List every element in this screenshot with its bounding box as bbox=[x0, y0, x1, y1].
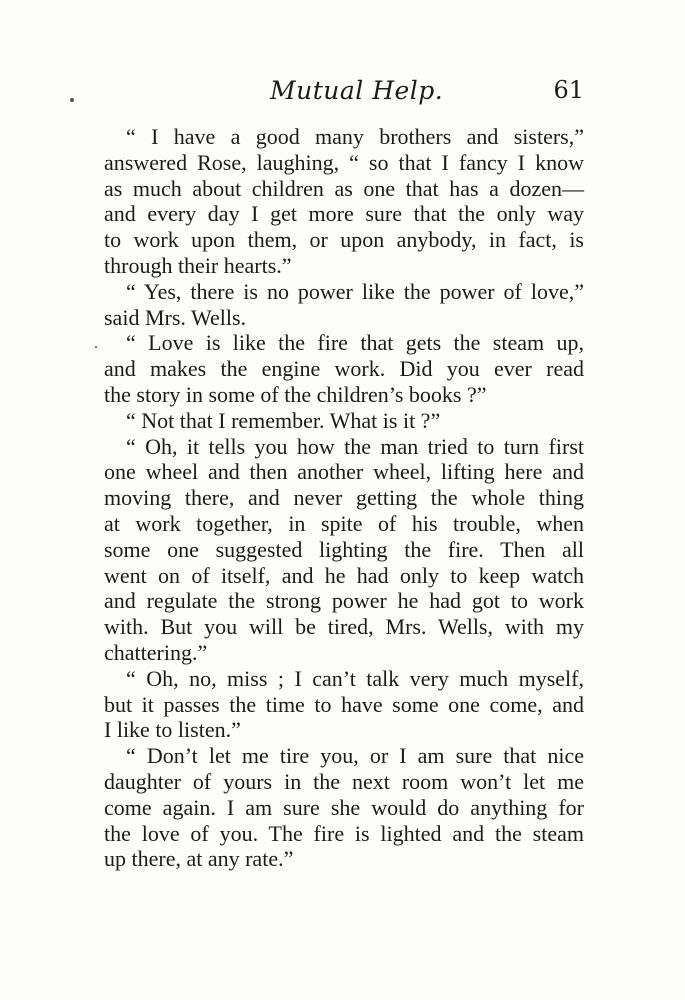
text-line: moving there, and never getting the whole thing bbox=[104, 485, 584, 511]
text-line: “ Yes, there is no power like the power of love,” bbox=[126, 278, 584, 304]
text-line: one wheel and then another wheel, lifting here and bbox=[104, 459, 584, 485]
text-line: the love of you. The fire is lighted and the steam bbox=[104, 820, 584, 846]
text-line: “ Don’t let me tire you, or I am sure that nice bbox=[126, 743, 584, 769]
text-line: and makes the engine work. Did you ever read bbox=[104, 356, 584, 382]
text-line: “ Oh, it tells you how the man tried to turn first bbox=[126, 433, 584, 459]
text-line: up there, at any rate.” bbox=[104, 846, 294, 872]
text-line: daughter of yours in the next room won’t let me bbox=[104, 768, 584, 794]
running-head bbox=[104, 74, 584, 114]
text-line: I like to listen.” bbox=[104, 717, 241, 743]
text-line: went on of itself, and he had only to keep watch bbox=[104, 562, 584, 588]
text-line: “ Oh, no, miss ; I can’t talk very much myself, bbox=[126, 665, 584, 691]
text-line: and every day I get more sure that the only way bbox=[104, 201, 584, 227]
text-line: through their hearts.” bbox=[104, 252, 292, 278]
text-line: and regulate the strong power he had got to work bbox=[104, 588, 584, 614]
text-line: to work upon them, or upon anybody, in fact, is bbox=[104, 227, 584, 253]
text-line: “ I have a good many brothers and sisters,” bbox=[126, 124, 584, 149]
text-line: chattering.” bbox=[104, 639, 208, 665]
text-line: with. But you will be tired, Mrs. Wells, with my bbox=[104, 614, 584, 640]
text-line: “ Love is like the fire that gets the steam up, bbox=[126, 330, 584, 356]
print-speck bbox=[95, 346, 97, 348]
text-line: the story in some of the children’s books ?” bbox=[104, 381, 487, 407]
text-line: come again. I am sure she would do anything for bbox=[104, 794, 584, 820]
text-line: some one suggested lighting the fire. Then all bbox=[104, 536, 584, 562]
text-line: but it passes the time to have some one come, and bbox=[104, 691, 584, 717]
running-title: Mutual Help. bbox=[270, 76, 444, 105]
text-line: answered Rose, laughing, “ so that I fancy I know bbox=[104, 149, 584, 175]
text-line: as much about children as one that has a dozen— bbox=[104, 175, 584, 201]
body-text bbox=[104, 124, 584, 872]
text-line: said Mrs. Wells. bbox=[104, 304, 247, 330]
text-line: “ Not that I remember. What is it ?” bbox=[126, 407, 441, 433]
print-speck bbox=[70, 98, 74, 102]
text-line: at work together, in spite of his trouble, when bbox=[104, 510, 584, 536]
page-number: 61 bbox=[553, 76, 584, 104]
